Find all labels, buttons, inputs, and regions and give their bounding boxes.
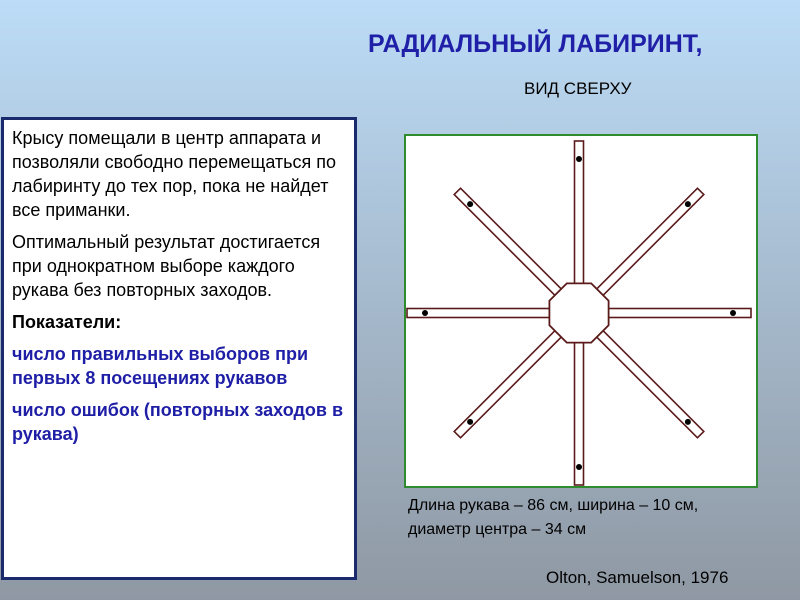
description-paragraph-1: Крысу помещали в центр аппарата и позволяли свободно перемещаться по лабиринту до тех пор, пока не найдет все приманки. xyxy=(12,128,337,220)
indicator-errors: число ошибок (повторных заходов в рукава) xyxy=(12,400,344,444)
maze-arm xyxy=(407,309,555,318)
bait-dot xyxy=(422,310,428,316)
maze-arm-outline xyxy=(575,141,584,289)
maze-arm xyxy=(593,188,704,299)
maze-arm xyxy=(603,309,751,318)
radial-maze-diagram xyxy=(404,134,758,488)
maze-arm xyxy=(575,337,584,485)
description-paragraph-2: Оптимальный результат достигается при однократном выборе каждого рукава без повторных заходов. xyxy=(12,232,321,300)
radial-maze-svg xyxy=(406,136,756,486)
indicator-correct-choices: число правильных выборов при первых 8 посещениях рукавов xyxy=(12,344,309,388)
bait-dot xyxy=(730,310,736,316)
bait-dot xyxy=(576,156,582,162)
slide-subtitle: ВИД СВЕРХУ xyxy=(524,79,632,98)
citation: Olton, Samuelson, 1976 xyxy=(546,568,729,587)
maze-arm-outline xyxy=(407,309,555,318)
bait-dot xyxy=(576,464,582,470)
maze-arm xyxy=(593,327,704,438)
description-box xyxy=(1,117,357,580)
maze-arm xyxy=(454,188,565,299)
slide-title: РАДИАЛЬНЫЙ ЛАБИРИНТ, xyxy=(368,30,703,58)
indicators-heading: Показатели: xyxy=(12,312,122,332)
maze-arm-outline xyxy=(575,337,584,485)
maze-center-octagon xyxy=(549,283,608,342)
maze-arm xyxy=(454,327,565,438)
maze-arm xyxy=(575,141,584,289)
maze-arm-outline xyxy=(603,309,751,318)
maze-dimensions-caption: Длина рукава – 86 см, ширина – 10 см, диаметр центра – 34 см xyxy=(408,497,699,538)
